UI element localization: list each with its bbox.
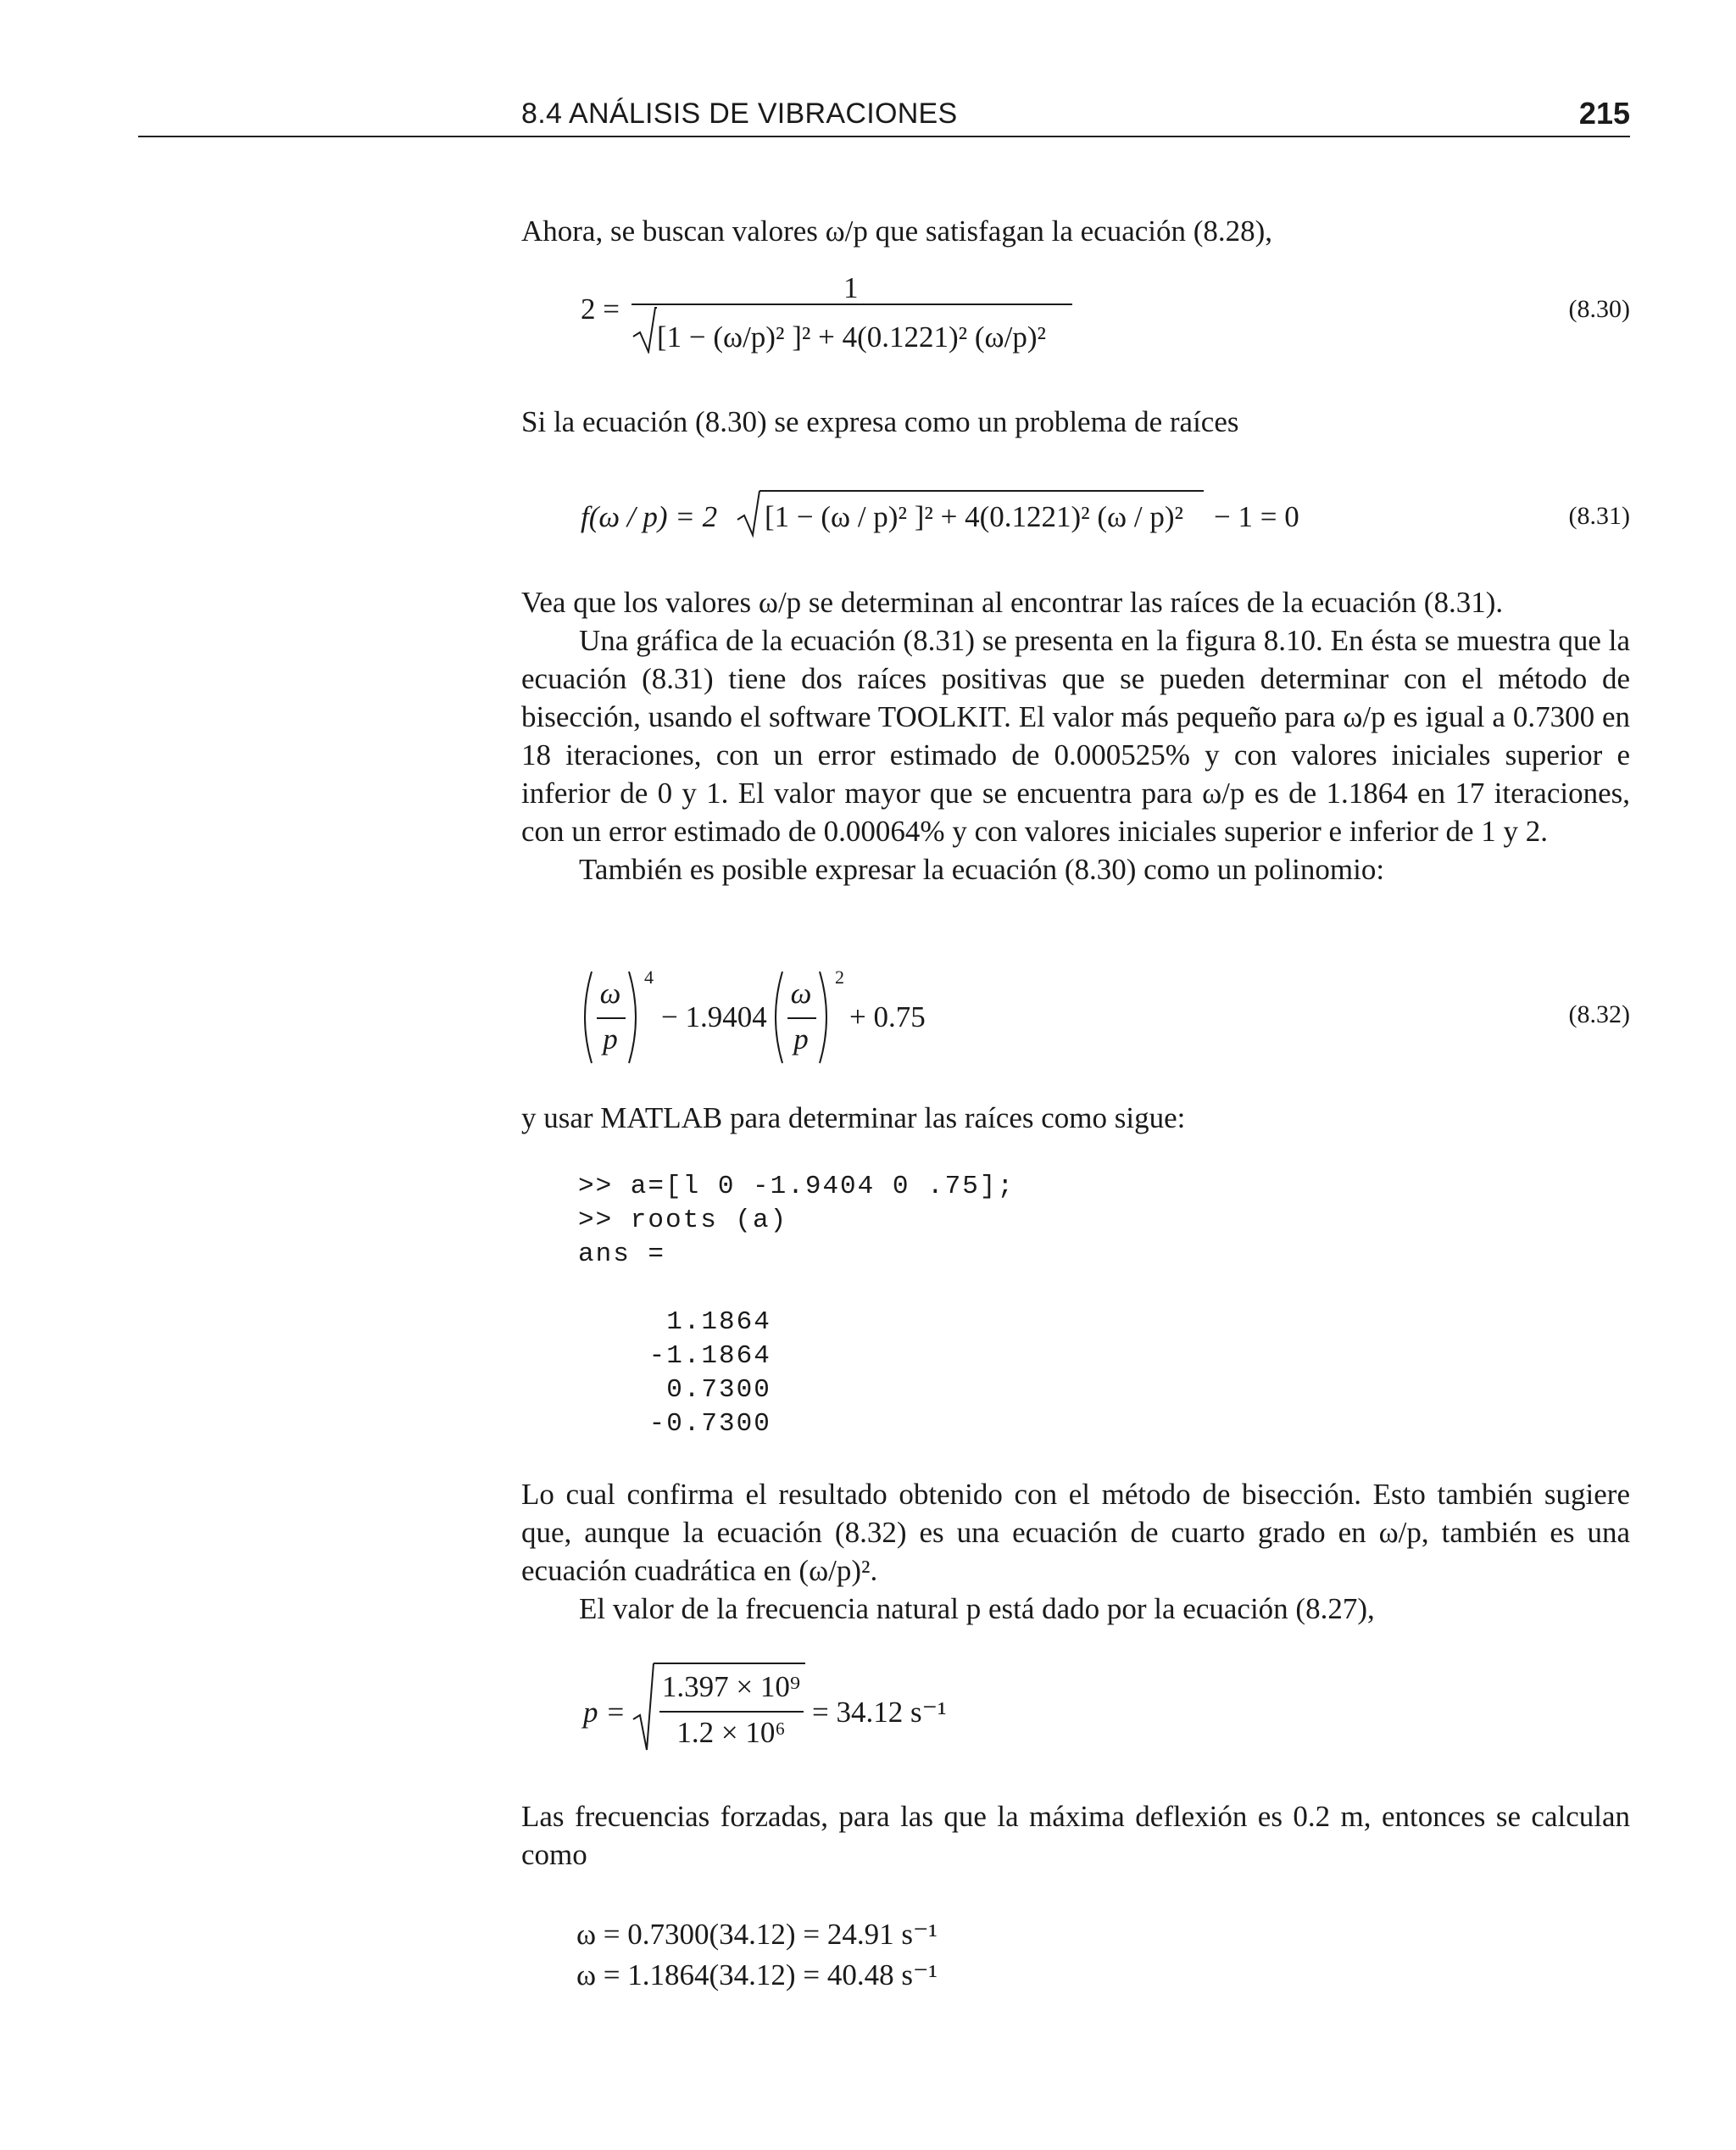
code-line: 1.1864 — [632, 1307, 771, 1337]
paragraph-text: El valor de la frecuencia natural p está dado por la ecuación (8.27), — [579, 1592, 1375, 1625]
equation-number: (8.30) — [1568, 295, 1630, 323]
equation-p-denominator: 1.2 × 10⁶ — [676, 1716, 786, 1749]
frac-denominator: p — [793, 1022, 809, 1056]
exponent: 4 — [644, 966, 654, 988]
equation-number: (8.32) — [1568, 1000, 1630, 1028]
paragraph-text: Ahora, se buscan valores ω/p que satisfagan la ecuación (8.28), — [521, 214, 1273, 248]
result-line: ω = 1.1864(34.12) = 40.48 s⁻¹ — [576, 1958, 938, 1991]
equation-term: + 0.75 — [849, 1000, 926, 1033]
equation-8-30-lhs: 2 = — [581, 292, 620, 326]
paragraph-text: También es posible expresar la ecuación (8.30) como un polinomio: — [579, 853, 1385, 886]
equation-8-30-numerator: 1 — [843, 271, 859, 304]
frac-numerator: ω — [599, 977, 621, 1010]
equation-8-30-radicand: [1 − (ω/p)² ]² + 4(0.1221)² (ω/p)² — [657, 320, 1046, 354]
paragraph — [521, 212, 1630, 250]
paragraph-text: Una gráfica de la ecuación (8.31) se presenta en la figura 8.10. En ésta se muestra que la ecuación (8.31) tiene dos raíces positivas que se pueden determinar con el método de bisección, usando el software TOOLKIT. El valor más pequeño para ω/p es igual a 0.7300 en 18 iteraciones, con un error estimado de 0.000525% y con valores iniciales superior e inferior de 0 y 1. El valor mayor que se encuentra para ω/p es de 1.1864 en 17 iteraciones, con un error estimado de 0.00064% y con valores iniciales superior e inferior de 1 y 2. — [521, 624, 1630, 848]
body-text-block — [521, 1475, 1630, 1628]
equation-p-result: = 34.12 s⁻¹ — [812, 1696, 947, 1729]
page-number: 215 — [1578, 96, 1630, 131]
matlab-code-block — [578, 1170, 1015, 1272]
equation-8-31-tail: − 1 = 0 — [1214, 500, 1299, 533]
code-line: 0.7300 — [632, 1375, 771, 1405]
equation-p-lhs: p = — [583, 1696, 626, 1729]
matlab-output-block — [632, 1306, 771, 1441]
paragraph-text: y usar MATLAB para determinar las raíces como sigue: — [521, 1101, 1186, 1134]
frac-denominator: p — [603, 1022, 618, 1056]
equation-8-32 — [576, 966, 1170, 1068]
paragraph — [521, 1099, 1630, 1137]
frac-numerator: ω — [790, 977, 812, 1010]
code-line: -0.7300 — [632, 1409, 771, 1439]
paragraph-text: Las frecuencias forzadas, para las que la máxima deflexión es 0.2 m, entonces se calculan como — [521, 1800, 1630, 1871]
code-line: ans = — [578, 1239, 666, 1269]
equation-8-31-lhs: f(ω / p) = 2 — [581, 500, 718, 533]
paragraph — [521, 1797, 1630, 1874]
result-line: ω = 0.7300(34.12) = 24.91 s⁻¹ — [576, 1918, 938, 1951]
equation-term: − 1.9404 — [661, 1000, 767, 1033]
fraction-bar — [597, 1017, 626, 1019]
paragraph-text: Vea que los valores ω/p se determinan al encontrar las raíces de la ecuación (8.31). — [521, 586, 1504, 619]
code-line: >> roots (a) — [578, 1206, 788, 1235]
equation-number: (8.31) — [1568, 502, 1630, 530]
fraction-bar — [659, 1711, 804, 1713]
equation-p-numerator: 1.397 × 10⁹ — [661, 1670, 801, 1703]
body-text-block — [521, 583, 1630, 888]
paragraph — [521, 403, 1630, 441]
equation-8-31-radicand: [1 − (ω / p)² ]² + 4(0.1221)² (ω / p)² — [765, 500, 1183, 533]
code-line: >> a=[l 0 -1.9404 0 .75]; — [578, 1172, 1015, 1201]
code-line: -1.1864 — [632, 1341, 771, 1371]
header-rule — [138, 136, 1630, 137]
paragraph-text: Lo cual confirma el resultado obtenido con el método de bisección. Esto también sugiere que, aunque la ecuación (8.32) es una ecuación de cuarto grado en ω/p, también es una ecuación cuadrática en (ω/p)². — [521, 1478, 1630, 1587]
paragraph-text: Si la ecuación (8.30) se expresa como un problema de raíces — [521, 405, 1239, 438]
running-header: 8.4 ANÁLISIS DE VIBRACIONES — [521, 97, 958, 130]
exponent: 2 — [835, 966, 844, 988]
fraction-bar — [787, 1017, 816, 1019]
